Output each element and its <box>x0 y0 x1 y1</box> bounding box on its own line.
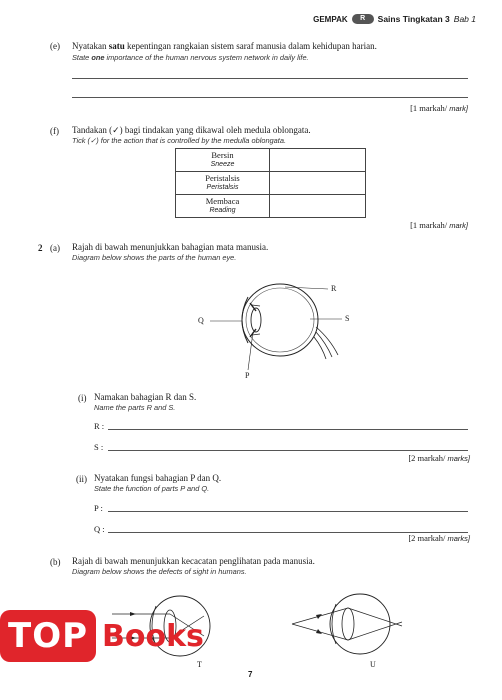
marks-f-ms: [1 markah/ <box>410 220 448 230</box>
brand-text: GEMPAK <box>313 14 348 24</box>
question-2a-ii-text-en: State the function of parts P and Q. <box>94 484 210 493</box>
tick-box-peristalsis[interactable] <box>270 172 366 195</box>
q-e-en-pre: State <box>72 53 92 62</box>
row-label-en: Sneeze <box>210 161 235 168</box>
table-row <box>176 172 366 195</box>
field-label-s: S : <box>94 442 104 452</box>
marks-e <box>410 103 468 113</box>
marks-2a-i-en: marks] <box>447 454 470 463</box>
chapter-label: Bab 1 <box>453 14 476 24</box>
answer-line-r[interactable] <box>108 429 468 430</box>
q-e-ms-bold: satu <box>108 41 125 51</box>
marks-e-ms: [1 markah/ <box>410 103 448 113</box>
optic-nerve-1 <box>316 327 338 355</box>
marks-f-en: mark] <box>449 221 468 230</box>
lens-u <box>342 608 354 640</box>
marks-2a-i <box>408 453 470 463</box>
marks-2a-ii-en: marks] <box>447 534 470 543</box>
cornea-u <box>332 604 336 644</box>
topbooks-watermark <box>0 610 204 662</box>
tick-table <box>175 148 366 218</box>
diagram-label-u: U <box>370 660 376 669</box>
marks-2a-ii <box>408 533 470 543</box>
row-label-ms: Membaca <box>205 196 240 206</box>
arrow-u-1 <box>316 614 322 619</box>
question-2a-label: (a) <box>50 243 60 253</box>
lens <box>251 308 261 332</box>
eyeball-outline <box>242 284 318 356</box>
question-2b-text-en: Diagram below shows the defects of sight in humans. <box>72 567 247 576</box>
question-2-number: 2 <box>38 243 43 253</box>
book-title: Sains Tingkatan 3 <box>377 14 450 24</box>
question-2a-text-en: Diagram below shows the parts of the human eye. <box>72 253 237 262</box>
field-label-q: Q : <box>94 524 105 534</box>
row-label <box>176 172 270 195</box>
field-label-p: P : <box>94 503 103 513</box>
ray-u-4 <box>348 622 402 640</box>
cornea <box>242 297 248 343</box>
table-row <box>176 149 366 172</box>
question-2a-i-label: (i) <box>78 393 87 403</box>
label-line-r <box>285 287 328 289</box>
question-f-label: (f) <box>50 126 59 136</box>
marks-e-en: mark] <box>449 104 468 113</box>
diagram-label-t: T <box>197 660 202 669</box>
question-2b-text-ms: Rajah di bawah menunjukkan kecacatan penglihatan pada manusia. <box>72 556 315 566</box>
q-e-ms-post: kepentingan rangkaian sistem saraf manusia dalam kehidupan harian. <box>124 41 377 51</box>
marks-2a-ii-ms: [2 markah/ <box>408 533 446 543</box>
q-e-en-bold: one <box>91 53 105 62</box>
question-e-text-ms <box>72 41 482 52</box>
question-2a-i-text-en: Name the parts R and S. <box>94 403 176 412</box>
question-2a-i-text-ms: Namakan bahagian R dan S. <box>94 392 197 402</box>
question-2a-text-ms: Rajah di bawah menunjukkan bahagian mata manusia. <box>72 242 269 252</box>
marks-f <box>410 220 468 230</box>
row-label-ms: Peristalsis <box>205 173 240 183</box>
page-header <box>313 14 476 24</box>
human-eye-diagram <box>190 275 370 385</box>
watermark-top: TOP <box>0 610 96 662</box>
question-2b-label: (b) <box>50 557 61 567</box>
defect-diagram-u <box>288 586 408 662</box>
question-2a-ii-label: (ii) <box>76 474 87 484</box>
arrow-u-2 <box>316 629 322 634</box>
row-label-ms: Bersin <box>211 150 234 160</box>
page-number: 7 <box>248 670 253 679</box>
eye-label-r: R <box>331 284 337 293</box>
answer-line-e-2[interactable] <box>72 97 468 98</box>
question-f-text-ms: Tandakan (✓) bagi tindakan yang dikawal oleh medula oblongata. <box>72 125 311 135</box>
tick-box-reading[interactable] <box>270 195 366 218</box>
row-label-en: Reading <box>209 207 236 214</box>
eye-label-p: P <box>245 371 250 380</box>
eye-label-q: Q <box>198 316 204 325</box>
q-e-en-post: importance of the human nervous system network in daily life. <box>104 53 309 62</box>
optic-nerve-3 <box>314 337 326 359</box>
question-2a-ii-text-ms: Nyatakan fungsi bahagian P dan Q. <box>94 473 222 483</box>
tick-box-sneeze[interactable] <box>270 149 366 172</box>
row-label-en: Peristalsis <box>206 184 239 191</box>
logo-badge: R <box>352 14 374 24</box>
q-e-ms-pre: Nyatakan <box>72 41 109 51</box>
row-label <box>176 195 270 218</box>
answer-line-s[interactable] <box>108 450 468 451</box>
table-row <box>176 195 366 218</box>
question-e-text-en <box>72 53 482 63</box>
eyeball-u <box>330 594 390 654</box>
answer-line-p[interactable] <box>108 511 468 512</box>
watermark-books: Books <box>102 618 204 654</box>
question-f-text-en: Tick (✓) for the action that is controlled by the medulla oblongata. <box>72 136 286 145</box>
question-e-label: (e) <box>50 41 60 51</box>
field-label-r: R : <box>94 421 105 431</box>
row-label <box>176 149 270 172</box>
label-line-p <box>248 332 253 370</box>
marks-2a-i-ms: [2 markah/ <box>408 453 446 463</box>
ray-u-3 <box>348 608 402 626</box>
answer-line-e-1[interactable] <box>72 78 468 79</box>
eye-label-s: S <box>345 314 350 323</box>
retina-layer <box>246 288 314 352</box>
